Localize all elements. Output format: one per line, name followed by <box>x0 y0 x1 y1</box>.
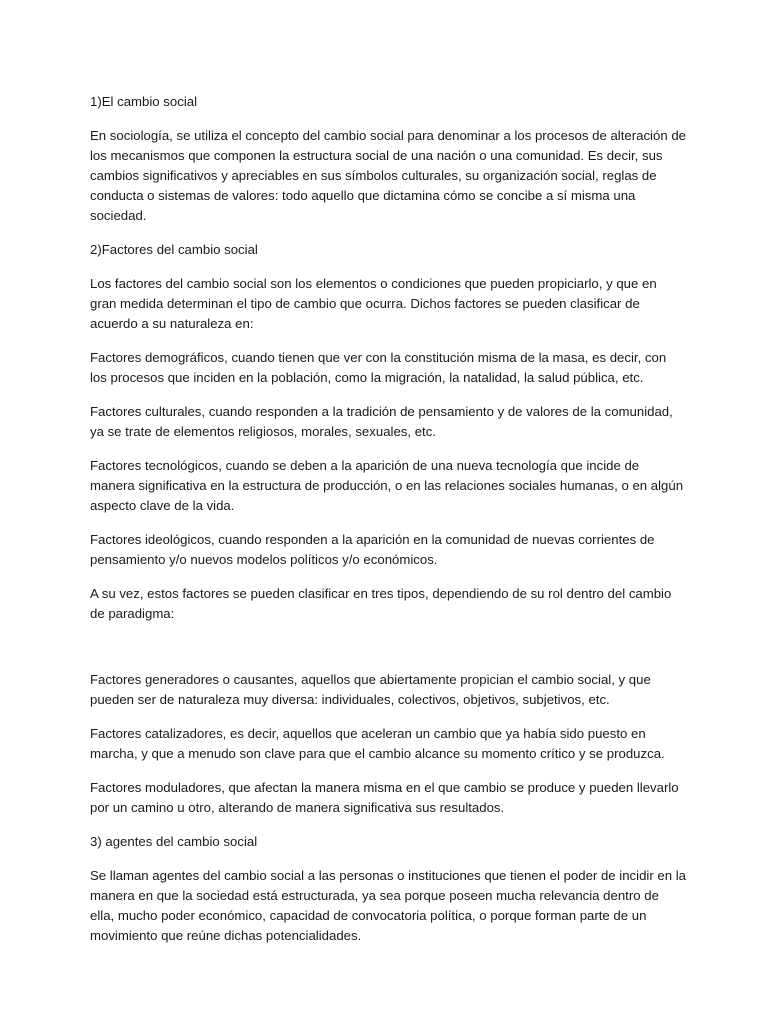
paragraph-generating-factors: Factores generadores o causantes, aquellos que abiertamente propician el cambio social, y que pueden ser de naturaleza muy diversa: individuales, colectivos, objetivos, subjetivos, etc. <box>90 672 651 707</box>
paragraph-catalyst-factors: Factores catalizadores, es decir, aquellos que aceleran un cambio que ya había sido puesto en marcha, y que a menudo son clave para que el cambio alcance su momento crítico y se produzca. <box>90 726 665 761</box>
paragraph-technological-factors: Factores tecnológicos, cuando se deben a la aparición de una nueva tecnología que incide de manera significativa en la estructura de producción, o en las relaciones sociales humanas, o en algún aspecto clave de la vida. <box>90 458 684 513</box>
section-heading-1: 1)El cambio social <box>90 94 198 109</box>
section-heading-2: 2)Factores del cambio social <box>90 242 258 257</box>
paragraph-demographic-factors: Factores demográficos, cuando tienen que ver con la constitución misma de la masa, es decir, con los procesos que inciden en la población, como la migración, la natalidad, la salud pública, etc. <box>90 350 667 385</box>
paragraph-modulating-factors: Factores moduladores, que afectan la manera misma en el que cambio se produce y pueden llevarlo por un camino u otro, alterando de manera significativa sus resultados. <box>90 780 679 815</box>
section-heading-3: 3) agentes del cambio social <box>90 834 258 849</box>
paragraph-definition: En sociología, se utiliza el concepto del cambio social para denominar a los procesos de alteración de los mecanismos que componen la estructura social de una nación o una comunidad. Es decir, sus cambios significativos y apreciables en sus símbolos culturales, su organización social, reglas de conducta o sistemas de valores: todo aquello que dictamina cómo se concibe a sí misma una sociedad. <box>90 128 686 223</box>
document-body <box>90 92 686 960</box>
paragraph-factor-types-intro: A su vez, estos factores se pueden clasificar en tres tipos, dependiendo de su rol dentro del cambio de paradigma: <box>90 586 672 621</box>
paragraph-cultural-factors: Factores culturales, cuando responden a la tradición de pensamiento y de valores de la comunidad, ya se trate de elementos religiosos, morales, sexuales, etc. <box>90 404 673 439</box>
paragraph-ideological-factors: Factores ideológicos, cuando responden a la aparición en la comunidad de nuevas corrientes de pensamiento y/o nuevos modelos políticos y/o económicos. <box>90 532 655 567</box>
paragraph-factors-intro: Los factores del cambio social son los elementos o condiciones que pueden propiciarlo, y que en gran medida determinan el tipo de cambio que ocurra. Dichos factores se pueden clasificar de acuerdo a su naturaleza en: <box>90 276 657 331</box>
paragraph-agents: Se llaman agentes del cambio social a las personas o instituciones que tienen el poder de incidir en la manera en que la sociedad está estructurada, ya sea porque poseen mucha relevancia dentro de ella, mucho poder económico, capacidad de convocatoria política, o porque forman parte de un movimiento que reúne dichas potencialidades. <box>90 868 687 943</box>
